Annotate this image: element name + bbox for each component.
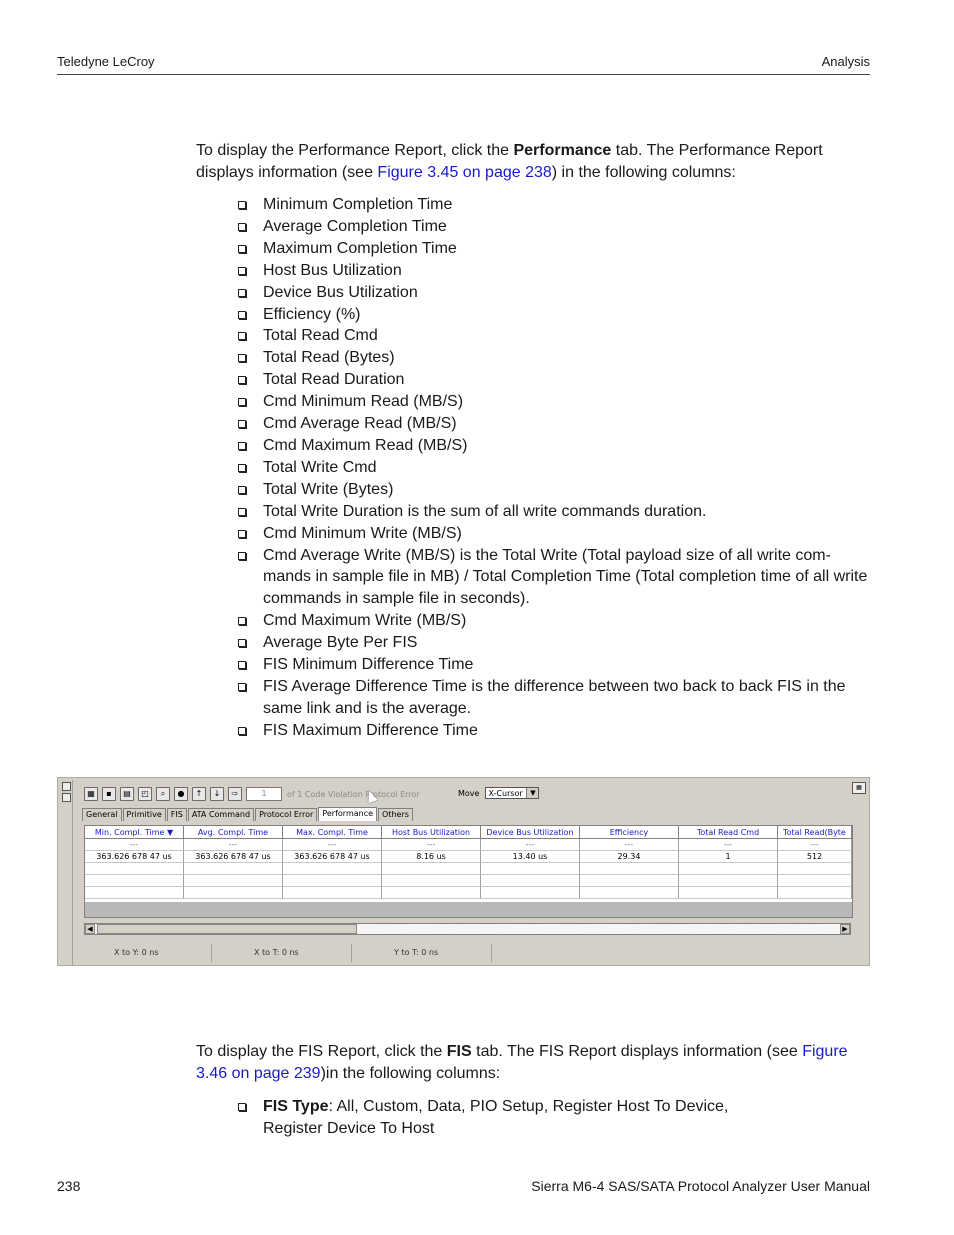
table-cell-empty [85, 875, 184, 887]
list-item-text: Minimum Completion Time [263, 196, 453, 213]
print-icon[interactable]: ▤ [120, 787, 134, 801]
list-item [236, 523, 872, 545]
arrow-down-icon[interactable]: ↓ [210, 787, 224, 801]
tab-fis[interactable]: FIS [167, 808, 187, 821]
checkbox-bullet-icon [238, 398, 246, 406]
header-right: Analysis [821, 54, 870, 69]
list-item-text: Cmd Minimum Read (MB/S) [263, 393, 464, 411]
list-item [236, 282, 872, 304]
table-cell: --- [382, 839, 481, 851]
export-icon[interactable]: ▦ [84, 787, 98, 801]
list-item-text: Average Byte Per FIS [263, 634, 418, 652]
table-cell-empty [679, 863, 778, 875]
col-header-host-bus-utilization[interactable]: Host Bus Utilization [382, 826, 481, 839]
performance-report-screenshot [57, 777, 870, 966]
table-cell: 512 [778, 851, 852, 863]
move-select[interactable] [485, 787, 539, 799]
list-item-text: Total Read Duration [263, 371, 405, 389]
checkbox-bullet-icon [238, 289, 246, 297]
col-header-max-compl-time[interactable]: Max. Compl. Time [283, 826, 382, 839]
grid-icon[interactable]: ▦ [852, 782, 866, 794]
list-item-text: Host Bus Utilization [263, 261, 402, 279]
header-rule [57, 74, 870, 75]
checkbox-bullet-icon [238, 1103, 246, 1111]
table-cell: 363.626 678 47 us [283, 851, 382, 863]
table-cell: --- [580, 839, 679, 851]
figure-link-346[interactable]: Figure 3.46 on page 239 [196, 1043, 848, 1082]
table-cell: 363.626 678 47 us [184, 851, 283, 863]
table-cell: 363.626 678 47 us [85, 851, 184, 863]
sort-arrow-icon[interactable]: ▼ [166, 828, 174, 837]
list-item [236, 194, 872, 216]
list-item-text: Cmd Minimum Write (MB/S) [263, 524, 462, 542]
list-item [236, 610, 872, 632]
list-item [236, 545, 872, 611]
col-header-device-bus-utilization[interactable]: Device Bus Utilization [481, 826, 580, 839]
col-header-efficiency[interactable]: Efficiency [580, 826, 679, 839]
list-item [236, 501, 872, 523]
tab-ata-command[interactable]: ATA Command [188, 808, 254, 821]
table-cell: --- [85, 839, 184, 851]
list-item [236, 413, 872, 435]
list-item [236, 457, 872, 479]
list-item [236, 654, 872, 676]
table-cell-empty [481, 875, 580, 887]
checkbox-bullet-icon [238, 201, 246, 209]
table-cell-empty [85, 887, 184, 899]
tab-primitive[interactable]: Primitive [123, 808, 166, 821]
tab-others[interactable]: Others [378, 808, 413, 821]
col-header-total-read-bytes[interactable]: Total Read(Byte [778, 826, 852, 839]
table-cell: 1 [679, 851, 778, 863]
print-preview-icon[interactable]: ◰ [138, 787, 152, 801]
fis-columns-list [236, 1096, 872, 1140]
move-select-value: X-Cursor [488, 789, 523, 798]
checkbox-bullet-icon [238, 530, 246, 538]
list-item-text: Maximum Completion Time [263, 239, 457, 257]
table-cell-empty [580, 875, 679, 887]
intro-text: ) in the following columns: [551, 164, 736, 181]
table-cell-empty [85, 863, 184, 875]
list-item [236, 369, 872, 391]
list-item-text: Cmd Maximum Write (MB/S) [263, 612, 467, 630]
performance-table [84, 825, 853, 918]
scroll-thumb[interactable] [97, 924, 357, 934]
table-cell-empty [778, 875, 852, 887]
find-icon[interactable]: ⌕ [156, 787, 170, 801]
fis-item-bold: FIS Type [263, 1098, 329, 1115]
table-footer-bar [85, 902, 852, 917]
list-item [236, 391, 872, 413]
table-cell-empty [481, 887, 580, 899]
list-item [236, 676, 872, 720]
checkbox-bullet-icon [238, 464, 246, 472]
list-item-text: Total Write Cmd [263, 458, 377, 476]
checkbox-bullet-icon [238, 354, 246, 362]
table-cell-empty [481, 863, 580, 875]
performance-intro [196, 140, 872, 184]
page-of-text: of 1 Code Violation Protocol Error [287, 789, 420, 799]
intro-text: To display the Performance Report, click the [196, 142, 514, 159]
status-bar [72, 944, 492, 962]
checkbox-bullet-icon [238, 508, 246, 516]
checkbox-bullet-icon [238, 420, 246, 428]
color-icon[interactable]: ● [174, 787, 188, 801]
list-item [236, 260, 872, 282]
move-label: Move [458, 788, 480, 798]
checkbox-bullet-icon [238, 727, 246, 735]
table-cell: --- [283, 839, 382, 851]
checkbox-bullet-icon [238, 442, 246, 450]
list-item [236, 632, 872, 654]
table-cell: 13.40 us [481, 851, 580, 863]
header-left: Teledyne LeCroy [57, 54, 155, 69]
list-item-text: FIS Minimum Difference Time [263, 656, 474, 674]
checkbox-bullet-icon [238, 223, 246, 231]
status-x-to-y: X to Y: 0 ns [72, 944, 212, 962]
checkbox-bullet-icon [238, 683, 246, 691]
table-cell-empty [382, 875, 481, 887]
fis-text: tab. The FIS Report displays information (see [471, 1043, 803, 1060]
checkbox-bullet-icon [238, 661, 246, 669]
list-item-text: Cmd Average Read (MB/S) [263, 415, 457, 433]
fis-text: To display the FIS Report, click the [196, 1043, 447, 1060]
table-cell-empty [778, 887, 852, 899]
table-cell-empty [382, 863, 481, 875]
checkbox-bullet-icon [238, 617, 246, 625]
list-item-text: Total Read Cmd [263, 327, 378, 345]
list-item [236, 325, 872, 347]
intro-bold: Performance [513, 142, 612, 159]
close-icon[interactable] [62, 782, 71, 791]
table-cell-empty [184, 863, 283, 875]
checkbox-bullet-icon [238, 267, 246, 275]
table-cell-empty [679, 875, 778, 887]
col-header-min-compl-time[interactable] [85, 826, 184, 839]
table-cell-empty [283, 887, 382, 899]
list-item-text: Cmd Average Write (MB/S) is the Total Write (Total payload size of all write com-mands in sample file in MB) / Total Completion Time (Total completion time of all write commands in sample file in seconds). [263, 546, 868, 608]
table-cell: --- [184, 839, 283, 851]
table-cell-empty [283, 863, 382, 875]
move-control [458, 787, 539, 799]
list-item [236, 435, 872, 457]
list-item-text: Total Write Duration is the sum of all write commands duration. [263, 502, 707, 520]
page-number-input[interactable]: 1 [246, 787, 282, 801]
table-cell-empty [283, 875, 382, 887]
fis-item-text-2: Register Device To Host [263, 1119, 435, 1137]
checkbox-bullet-icon [238, 639, 246, 647]
list-item [236, 347, 872, 369]
status-y-to-t: Y to T: 0 ns [352, 944, 492, 962]
list-item-text: FIS Maximum Difference Time [263, 721, 478, 739]
list-item-text: Cmd Maximum Read (MB/S) [263, 436, 468, 454]
list-item-text: Average Completion Time [263, 217, 447, 235]
fis-intro [196, 1041, 872, 1085]
goto-icon[interactable]: ⇨ [228, 787, 242, 801]
chevron-down-icon[interactable]: ▼ [526, 788, 538, 798]
tab-performance[interactable]: Performance [318, 807, 377, 821]
table-cell-empty [382, 887, 481, 899]
col-header-label: Min. Compl. Time [94, 828, 165, 837]
status-x-to-t: X to T: 0 ns [212, 944, 352, 962]
list-item-text: FIS Average Difference Time is the difference between two back to back FIS in the same link and is the average. [263, 677, 846, 717]
list-item-text: Total Write (Bytes) [263, 480, 394, 498]
table-cell-empty [679, 887, 778, 899]
table-cell-empty [184, 875, 283, 887]
table-cell: 29.34 [580, 851, 679, 863]
list-item-text: Efficiency (%) [263, 305, 361, 323]
list-item [236, 479, 872, 501]
intro-text: tab. The Performance Report displays information (see [196, 142, 823, 181]
table-cell-empty [778, 863, 852, 875]
table-cell: --- [778, 839, 852, 851]
scroll-left-icon[interactable]: ◀ [85, 924, 95, 934]
list-item [236, 1096, 872, 1140]
checkbox-bullet-icon [238, 245, 246, 253]
performance-columns-list [236, 194, 872, 742]
horizontal-scrollbar[interactable] [84, 923, 851, 935]
table-cell-empty [580, 863, 679, 875]
fis-text: )in the following columns: [320, 1065, 501, 1082]
tab-general[interactable]: General [82, 808, 122, 821]
list-item-text: Device Bus Utilization [263, 283, 418, 301]
report-tabs [82, 808, 414, 821]
scroll-right-icon[interactable]: ▶ [840, 924, 850, 934]
list-item [236, 238, 872, 260]
figure-link-345[interactable]: Figure 3.45 on page 238 [377, 164, 552, 181]
fis-item-text: : All, Custom, Data, PIO Setup, Register Host To Device, [328, 1098, 729, 1115]
table-cell: --- [481, 839, 580, 851]
checkbox-bullet-icon [238, 332, 246, 340]
fis-bold: FIS [446, 1043, 472, 1060]
checkbox-bullet-icon [238, 486, 246, 494]
col-header-avg-compl-time[interactable]: Avg. Compl. Time [184, 826, 283, 839]
page-number: 238 [57, 1178, 81, 1194]
list-item [236, 216, 872, 238]
arrow-up-icon[interactable]: ↑ [192, 787, 206, 801]
table-cell-empty [580, 887, 679, 899]
manual-title: Sierra M6-4 SAS/SATA Protocol Analyzer User Manual [531, 1178, 870, 1194]
pin-icon[interactable] [62, 793, 71, 802]
left-toolbar-strip [60, 780, 73, 965]
save-icon[interactable]: ▪ [102, 787, 116, 801]
table-cell: 8.16 us [382, 851, 481, 863]
col-header-total-read-cmd[interactable]: Total Read Cmd [679, 826, 778, 839]
checkbox-bullet-icon [238, 376, 246, 384]
tab-protocol-error[interactable]: Protocol Error [255, 808, 317, 821]
list-item [236, 720, 872, 742]
checkbox-bullet-icon [238, 311, 246, 319]
table-cell-empty [184, 887, 283, 899]
table-cell: --- [679, 839, 778, 851]
list-item-text: Total Read (Bytes) [263, 349, 395, 367]
checkbox-bullet-icon [238, 552, 246, 560]
list-item [236, 304, 872, 326]
